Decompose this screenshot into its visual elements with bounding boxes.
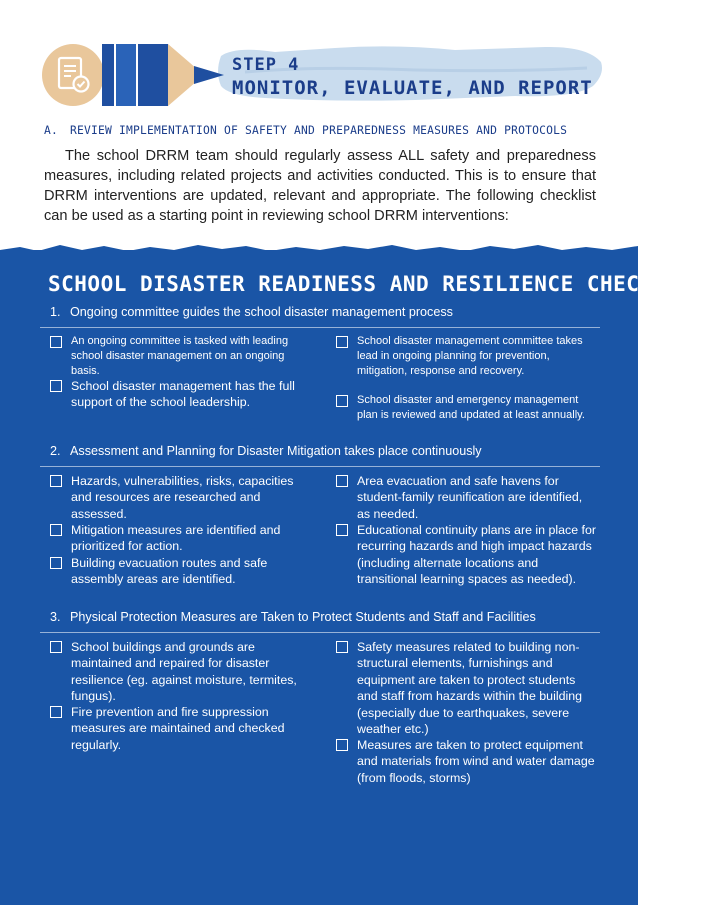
- checkbox[interactable]: [50, 524, 62, 536]
- checklist-document-icon: [42, 44, 104, 106]
- checklist-item[interactable]: [50, 378, 312, 411]
- checkbox[interactable]: [50, 336, 62, 348]
- checklist-item-text: Educational continuity plans are in place for recurring hazards and high impact hazards (including alternate locations and transitional learning spaces as needed).: [357, 523, 597, 587]
- checkbox[interactable]: [336, 395, 348, 407]
- section-heading-text: Assessment and Planning for Disaster Mitigation takes place continuously: [70, 444, 482, 458]
- checklist-title: SCHOOL DISASTER READINESS AND RESILIENCE CHECKLIST: [48, 272, 705, 296]
- checklist-item[interactable]: [336, 393, 598, 423]
- checkbox[interactable]: [336, 475, 348, 487]
- checklist-item-text: An ongoing committee is tasked with leading school disaster management on an ongoing basis.: [71, 335, 289, 377]
- checkbox[interactable]: [50, 380, 62, 392]
- checklist-item-text: School buildings and grounds are maintained and repaired for disaster resilience (eg. against moisture, termites, fungus).: [71, 640, 297, 704]
- checklist-item[interactable]: [50, 639, 312, 705]
- section-1-heading: [50, 305, 453, 319]
- checklist-item-text: Fire prevention and fire suppression measures are maintained and checked regularly.: [71, 705, 285, 752]
- section-number: 1.: [50, 305, 61, 319]
- checkbox[interactable]: [50, 706, 62, 718]
- section-3-heading: [50, 610, 536, 624]
- checklist-item-text: Measures are taken to protect equipment and materials from wind and water damage (from floods, storms): [357, 738, 595, 785]
- divider: [40, 632, 600, 633]
- checkbox[interactable]: [336, 739, 348, 751]
- checklist-item[interactable]: [50, 555, 312, 588]
- checklist-item-text: Building evacuation routes and safe assembly areas are identified.: [71, 556, 268, 587]
- section-a-letter: A.: [44, 124, 59, 137]
- checklist-item[interactable]: [336, 473, 598, 522]
- section-a-title: REVIEW IMPLEMENTATION OF SAFETY AND PREPAREDNESS MEASURES AND PROTOCOLS: [70, 124, 568, 137]
- section-2-heading: [50, 444, 482, 458]
- pencil-icon: [102, 44, 226, 106]
- checkbox[interactable]: [50, 557, 62, 569]
- checklist-item[interactable]: [336, 639, 598, 737]
- section-number: 2.: [50, 444, 61, 458]
- checklist-item[interactable]: [50, 334, 312, 378]
- page-title: MONITOR, EVALUATE, AND REPORT: [232, 77, 593, 99]
- checklist-item-text: Mitigation measures are identified and prioritized for action.: [71, 523, 281, 554]
- checklist-item[interactable]: [336, 522, 598, 588]
- checklist-item[interactable]: [336, 334, 598, 378]
- checklist-item[interactable]: [336, 737, 598, 786]
- divider: [40, 327, 600, 328]
- section-a-heading: [44, 124, 567, 137]
- checklist-item-text: Safety measures related to building non-structural elements, furnishings and equipment are taken to protect students and staff from hazards within the building (especially due to earthquakes, severe weather etc.): [357, 640, 582, 737]
- step-number: STEP 4: [232, 55, 300, 75]
- section-heading-text: Ongoing committee guides the school disaster management process: [70, 305, 453, 319]
- section-number: 3.: [50, 610, 61, 624]
- checklist-item[interactable]: [50, 704, 312, 753]
- torn-edge-decoration: [0, 236, 638, 262]
- checkbox[interactable]: [336, 524, 348, 536]
- checkbox[interactable]: [50, 641, 62, 653]
- checklist-item-text: Area evacuation and safe havens for student-family reunification are identified, as needed.: [357, 474, 583, 521]
- checklist-item-text: School disaster management committee takes lead in ongoing planning for prevention, mitigation, response and recovery.: [357, 335, 583, 377]
- divider: [40, 466, 600, 467]
- checkbox[interactable]: [336, 641, 348, 653]
- intro-paragraph: The school DRRM team should regularly assess ALL safety and preparedness measures, including related projects and activities conducted. This is to ensure that DRRM interventions are updated, relevant and appropriate. The following checklist can be used as a starting point in reviewing school DRRM interventions:: [44, 148, 596, 224]
- checklist-item-text: School disaster and emergency management plan is reviewed and updated at least annually.: [357, 394, 585, 421]
- checkbox[interactable]: [50, 475, 62, 487]
- section-heading-text: Physical Protection Measures are Taken to Protect Students and Staff and Facilities: [70, 610, 536, 624]
- checklist-item[interactable]: [50, 473, 312, 522]
- checklist-item[interactable]: [50, 522, 312, 555]
- checklist-item-text: Hazards, vulnerabilities, risks, capacities and resources are researched and assessed.: [71, 474, 294, 521]
- checklist-item-text: School disaster management has the full support of the school leadership.: [71, 379, 295, 410]
- checkbox[interactable]: [336, 336, 348, 348]
